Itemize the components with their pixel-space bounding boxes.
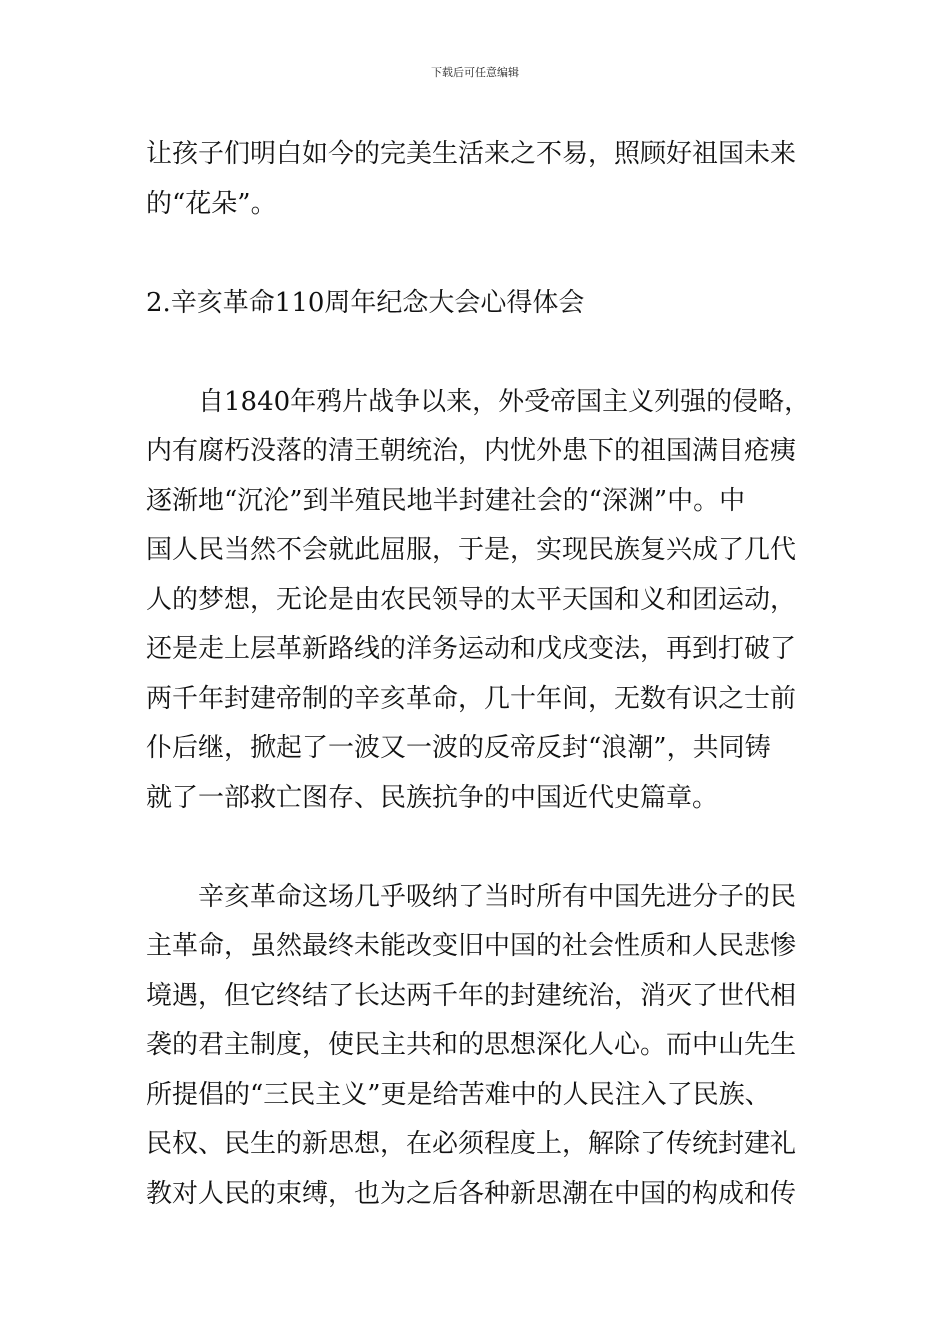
text-line: 让孩子们明白如今的完美生活来之不易，照顾好祖国未来 xyxy=(146,139,797,169)
text-line: 自1840年鸦片战争以来，外受帝国主义列强的侵略， xyxy=(146,386,811,417)
text-line: 还是走上层革新路线的洋务运动和戊戌变法，再到打破了 xyxy=(146,634,797,664)
text-line: 人的梦想，无论是由农民领导的太平天国和义和团运动， xyxy=(146,584,797,615)
text-line: 就了一部救亡图存、民族抗争的中国近代史篇章。 xyxy=(146,782,719,813)
paragraph-1 xyxy=(146,130,806,229)
paragraph-2 xyxy=(146,378,811,824)
section-heading xyxy=(146,279,806,329)
paragraph-gap xyxy=(146,823,806,873)
text-line: 辛亥革命这场几乎吸纳了当时所有中国先进分子的民 xyxy=(146,881,797,912)
page-header: 下载后可任意编辑 xyxy=(431,66,519,79)
text-line: 境遇，但它终结了长达两千年的封建统治，消灭了世代相 xyxy=(146,980,797,1011)
text-line: 袭的君主制度，使民主共和的思想深化人心。而中山先生 xyxy=(146,1030,797,1060)
paragraph-gap xyxy=(146,328,806,378)
heading-line: 2.辛亥革命110周年纪念大会心得体会 xyxy=(146,287,585,318)
text-line: 教对人民的束缚，也为之后各种新思潮在中国的构成和传 xyxy=(146,1178,797,1209)
paragraph-3 xyxy=(146,873,806,1220)
text-line: 国人民当然不会就此屈服，于是，实现民族复兴成了几代 xyxy=(146,535,797,565)
text-line: 两千年封建帝制的辛亥革命，几十年间，无数有识之士前 xyxy=(146,683,797,714)
text-line: 主革命，虽然最终未能改变旧中国的社会性质和人民悲惨 xyxy=(146,931,797,961)
text-line: 民权、民生的新思想，在必须程度上，解除了传统封建礼 xyxy=(146,1129,797,1159)
text-line: 内有腐朽没落的清王朝统治，内忧外患下的祖国满目疮痍 xyxy=(146,436,797,466)
text-line: 仆后继，掀起了一波又一波的反帝反封“浪潮”，共同铸 xyxy=(146,733,771,763)
paragraph-gap xyxy=(146,229,806,279)
text-line: 逐渐地“沉沦”到半殖民地半封建社会的“深渊”中。中 xyxy=(146,485,746,516)
text-line: 的“花朵”。 xyxy=(146,188,277,219)
text-line: 所提倡的“三民主义”更是给苦难中的人民注入了民族、 xyxy=(146,1079,771,1110)
document-body xyxy=(146,130,811,1219)
